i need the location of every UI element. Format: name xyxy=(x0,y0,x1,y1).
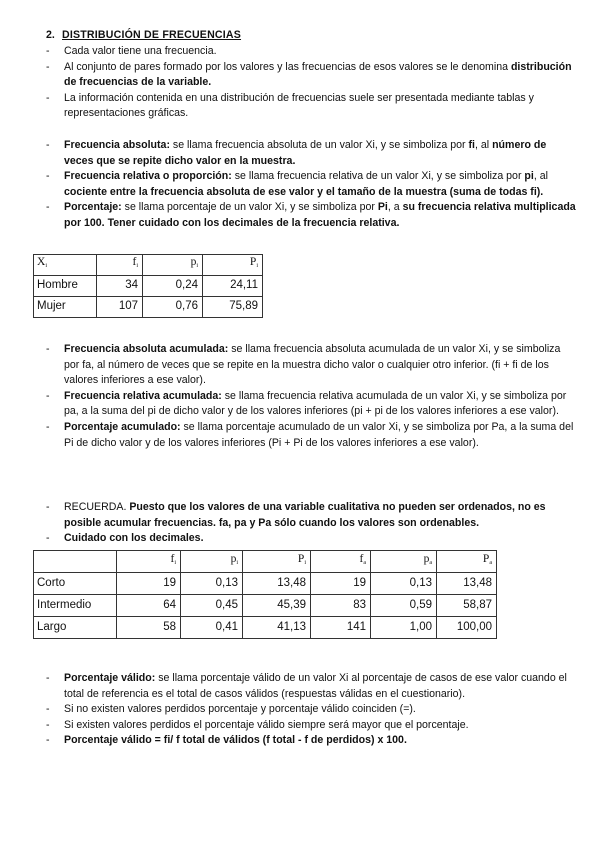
header-symbol: P xyxy=(482,552,490,565)
list-item xyxy=(46,733,576,749)
list-item xyxy=(46,200,576,231)
text: Si existen valores perdidos el porcentaje válido siempre será mayor que el porcentaje. xyxy=(64,718,469,731)
list-item xyxy=(46,718,576,734)
list-item xyxy=(46,91,576,122)
intro-list xyxy=(46,44,576,122)
list-item xyxy=(46,342,576,389)
table-cell: 0,45 xyxy=(181,595,243,617)
row-label: Largo xyxy=(34,617,117,639)
bold-text: Porcentaje acumulado: xyxy=(64,420,181,433)
header-subscript: i xyxy=(174,559,176,566)
column-header xyxy=(243,551,311,573)
column-header xyxy=(437,551,497,573)
text: , al xyxy=(475,139,493,151)
bold-text: Pi xyxy=(377,201,388,214)
table-header-row xyxy=(34,255,263,276)
text: Cada valor tiene una frecuencia. xyxy=(64,45,217,57)
row-label: Hombre xyxy=(34,276,97,297)
table-row xyxy=(34,573,497,595)
header-subscript: a xyxy=(363,559,366,566)
header-symbol: P xyxy=(297,552,305,565)
table-cell: 41,13 xyxy=(243,617,311,639)
table-row xyxy=(34,595,497,617)
header-subscript: i xyxy=(304,559,306,566)
list-item xyxy=(46,702,576,718)
cumulative-list xyxy=(46,342,576,451)
table-cell: 0,41 xyxy=(181,617,243,639)
valid-percentage-list xyxy=(46,671,576,749)
table-cell: 19 xyxy=(311,573,371,595)
table-row xyxy=(34,276,263,297)
header-subscript: a xyxy=(489,559,492,566)
table-cell: 141 xyxy=(311,617,371,639)
table-cell: 19 xyxy=(117,573,181,595)
bold-text: distribución de frecuencias de la variable. xyxy=(64,60,572,89)
table-cell: 0,24 xyxy=(143,276,203,297)
section-heading xyxy=(46,28,241,44)
header-subscript: i xyxy=(196,263,198,270)
column-header xyxy=(311,551,371,573)
table-row xyxy=(34,297,263,318)
text: se llama frecuencia relativa acumulada de un valor Xi, y se simboliza por pa, a la suma del pi de dicho valor y de los valores inferiores (pi + pi de los valores inferiores a ese valor). xyxy=(64,389,567,418)
list-item xyxy=(46,44,576,60)
table-cell: 75,89 xyxy=(203,297,263,318)
definitions-list xyxy=(46,138,576,232)
text: La información contenida en una distribución de frecuencias suele ser presentada mediante tablas y representaciones gráficas. xyxy=(64,91,534,120)
table-cell: 58,87 xyxy=(437,595,497,617)
table-cell: 34 xyxy=(97,276,143,297)
text: se llama frecuencia absoluta de un valor Xi, y se simboliza por xyxy=(169,139,469,151)
table-row xyxy=(34,617,497,639)
table-cell: 0,13 xyxy=(181,573,243,595)
text: , a xyxy=(387,201,403,214)
row-label: Corto xyxy=(34,573,117,595)
column-header xyxy=(117,551,181,573)
table-cell: 13,48 xyxy=(243,573,311,595)
header-subscript: i xyxy=(236,559,238,566)
list-item xyxy=(46,60,576,91)
bold-text: fi xyxy=(468,139,475,151)
header-symbol: p xyxy=(190,256,197,269)
list-item xyxy=(46,420,576,451)
table-cell: 24,11 xyxy=(203,276,263,297)
frequency-table-duration xyxy=(33,550,497,639)
header-subscript: i xyxy=(45,263,47,270)
text: se llama frecuencia relativa de un valor Xi, y se simboliza por xyxy=(231,170,525,183)
list-item xyxy=(46,169,576,200)
text: Si no existen valores perdidos porcentaje y porcentaje válido coinciden (=). xyxy=(64,703,416,716)
bold-text: Porcentaje válido = fi/ f total de válidos (f total - f de perdidos) x 100. xyxy=(64,734,407,747)
text: se llama porcentaje acumulado de un valor Xi, y se simboliza por Pa, a la suma del Pi de dicho valor y de los valores inferiores (Pi + Pi de los valores inferiores a ese valor). xyxy=(64,420,574,449)
list-item xyxy=(46,500,576,531)
column-header xyxy=(143,255,203,276)
header-subscript: i xyxy=(136,263,138,270)
frequency-table-gender xyxy=(33,254,263,318)
bold-text: cociente entre la frecuencia absoluta de ese valor y el tamaño de la muestra (suma de todas fi). xyxy=(64,185,544,198)
table-cell: 45,39 xyxy=(243,595,311,617)
bold-text: número de veces que se repite dicho valor en la muestra. xyxy=(64,139,547,167)
table-cell: 100,00 xyxy=(437,617,497,639)
header-symbol: p xyxy=(230,552,237,565)
bold-text: Frecuencia relativa o proporción: xyxy=(64,170,232,183)
text: se llama porcentaje de un valor Xi, y se simboliza por xyxy=(121,201,378,214)
table-cell: 83 xyxy=(311,595,371,617)
text: Al conjunto de pares formado por los valores y las frecuencias de esos valores se le denomina xyxy=(64,60,511,73)
bold-text: Frecuencia relativa acumulada: xyxy=(64,389,222,402)
text: , al xyxy=(533,170,548,183)
table-cell: 0,76 xyxy=(143,297,203,318)
bold-text: Frecuencia absoluta: xyxy=(64,139,170,151)
bold-text: Porcentaje válido: xyxy=(64,672,156,684)
table-cell: 0,59 xyxy=(371,595,437,617)
column-header xyxy=(371,551,437,573)
text: se llama porcentaje válido de un valor Xi al porcentaje de casos de ese valor cuando el total de referencia es el total de casos válidos (respuestas válidas en el cuestionario). xyxy=(64,672,567,700)
header-symbol: p xyxy=(423,552,430,565)
column-header xyxy=(203,255,263,276)
column-header xyxy=(181,551,243,573)
section-number: 2. xyxy=(46,29,55,41)
table-cell: 1,00 xyxy=(371,617,437,639)
bold-text: Porcentaje: xyxy=(64,201,122,214)
header-symbol: P xyxy=(249,256,257,269)
row-label: Mujer xyxy=(34,297,97,318)
bold-text: su frecuencia relativa multiplicada por 100. Tener cuidado con los decimales de la frecuencia relativa. xyxy=(64,201,576,229)
header-subscript: i xyxy=(256,263,258,270)
bold-text: pi xyxy=(524,170,534,183)
bold-text: Frecuencia absoluta acumulada: xyxy=(64,343,229,355)
reminder-list xyxy=(46,500,576,547)
row-label: Intermedio xyxy=(34,595,117,617)
list-item xyxy=(46,531,576,547)
column-header xyxy=(34,551,117,573)
table-cell: 13,48 xyxy=(437,573,497,595)
section-title: DISTRIBUCIÓN DE FRECUENCIAS xyxy=(62,29,242,41)
table-header-row xyxy=(34,551,497,573)
bold-text: Cuidado con los decimales. xyxy=(64,532,204,545)
list-item xyxy=(46,389,576,420)
table-cell: 0,13 xyxy=(371,573,437,595)
header-subscript: a xyxy=(429,559,432,566)
table-cell: 58 xyxy=(117,617,181,639)
list-item xyxy=(46,671,576,702)
header-symbol: X xyxy=(37,256,46,269)
table-cell: 64 xyxy=(117,595,181,617)
header-symbol: f xyxy=(170,552,175,565)
column-header xyxy=(34,255,97,276)
column-header xyxy=(97,255,143,276)
text: se llama frecuencia absoluta acumulada de un valor Xi, y se simboliza por fa, al número de veces que se repite en la muestra dicho valor o cualquier otro inferior. (fi + fi de los valores inferiores a ese valor). xyxy=(64,343,561,387)
bold-text: Puesto que los valores de una variable cualitativa no pueden ser ordenados, no es posible acumular frecuencias. fa, pa y Pa sólo cuando los valores son ordenables. xyxy=(64,501,546,529)
table-cell: 107 xyxy=(97,297,143,318)
list-item xyxy=(46,138,576,169)
header-symbol: f xyxy=(132,256,137,269)
header-symbol: f xyxy=(359,552,364,565)
text: RECUERDA. xyxy=(64,501,130,513)
